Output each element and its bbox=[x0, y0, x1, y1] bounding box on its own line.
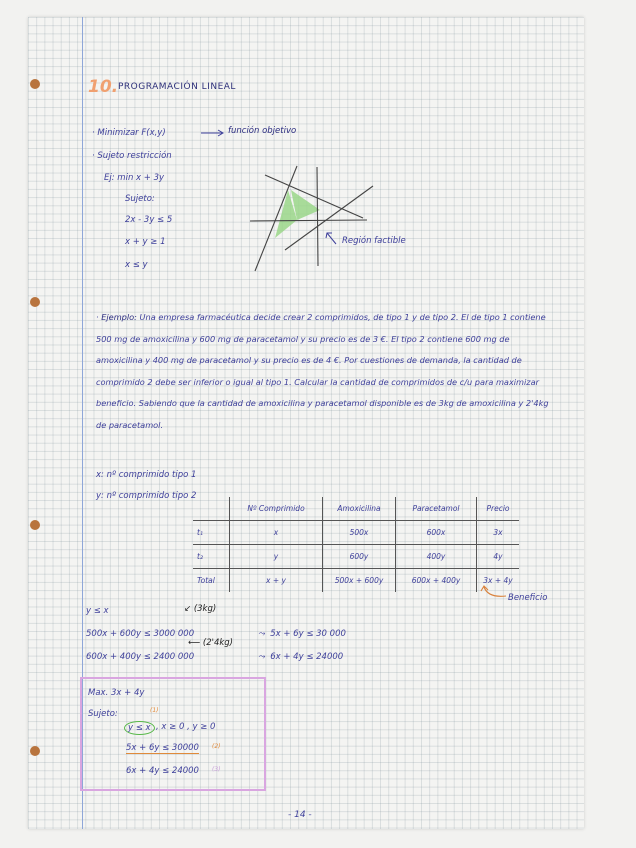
intro-line-2: · Sujeto restricción bbox=[92, 151, 172, 161]
row-label: t₁ bbox=[193, 521, 230, 545]
table-row bbox=[193, 545, 519, 569]
row-label: Total bbox=[193, 569, 230, 593]
col-header: Nº Comprimido bbox=[230, 497, 323, 521]
note-24kg: ⟵ (2'4kg) bbox=[188, 638, 233, 648]
note-3kg: ↙ (3kg) bbox=[184, 604, 217, 614]
work-line-1: y ≤ x bbox=[86, 606, 109, 616]
table-cell: 400y bbox=[396, 545, 477, 569]
arrow-up-left-icon bbox=[324, 230, 338, 246]
constraint-3: x ≤ y bbox=[125, 260, 148, 270]
marker-1: (1) bbox=[150, 707, 159, 714]
model-constraint-2: 5x + 6y ≤ 30000 bbox=[126, 743, 199, 753]
table-cell: 600y bbox=[323, 545, 396, 569]
model-constraint-1a: y ≤ x bbox=[124, 721, 155, 735]
table-header-row bbox=[193, 497, 519, 521]
binder-hole bbox=[30, 746, 40, 756]
feasible-region-sketch bbox=[245, 162, 380, 272]
simplified-2: ⤳ 6x + 4y ≤ 24000 bbox=[258, 652, 344, 662]
table-row bbox=[193, 521, 519, 545]
section-title: PROGRAMACIÓN LINEAL bbox=[118, 82, 236, 92]
marker-3: (3) bbox=[212, 766, 221, 773]
binder-hole bbox=[30, 79, 40, 89]
simplified-1: ⤳ 5x + 6y ≤ 30 000 bbox=[258, 629, 346, 639]
col-header: Amoxicilina bbox=[323, 497, 396, 521]
example-label: Ejemplo: bbox=[101, 312, 137, 322]
beneficio-label: Beneficio bbox=[508, 593, 548, 603]
col-header: Precio bbox=[477, 497, 520, 521]
table-cell: 3x bbox=[477, 521, 520, 545]
example-text: Una empresa farmacéutica decide crear 2 comprimidos, de tipo 1 y de tipo 2. El de tipo 1 contiene 500 mg de amoxicilina y 600 mg de paracetamol y su precio es de 3 €. El tipo 2 contiene 600 mg de amoxicilina y 400 mg de paracetamol y su precio es de 4 €. Por cuestiones de demanda, la cantidad de comprimido 2 debe ser inferior o igual al tipo 1. Calcular la cantidad de comprimidos de c/u para maximizar beneficio. Sabiendo que la cantidad de amoxicilina y paracetamol disponible es de 3kg de amoxicilina y 2'4kg de paracetamol. bbox=[96, 312, 549, 430]
model-constraint-1b: , x ≥ 0 , y ≥ 0 bbox=[156, 722, 216, 732]
constraint-header: Sujeto: bbox=[125, 194, 155, 204]
region-label: Región factible bbox=[342, 236, 406, 246]
curved-arrow-icon bbox=[478, 584, 508, 600]
section-number: 10. bbox=[88, 77, 119, 97]
table-cell: 3x + 4y bbox=[477, 569, 520, 593]
table-cell: 500x + 600y bbox=[323, 569, 396, 593]
page-number: - 14 - bbox=[288, 810, 312, 820]
arrow-right-icon bbox=[200, 128, 226, 138]
col-header: Paracetamol bbox=[396, 497, 477, 521]
table-cell: 500x bbox=[323, 521, 396, 545]
example-paragraph: · Ejemplo: Una empresa farmacéutica decide crear 2 comprimidos, de tipo 1 y de tipo 2. El de tipo 1 contiene 500 mg de amoxicilina y 600 mg de paracetamol y su precio es de 3 €. El tipo 2 contiene 600 mg de amoxicilina y 400 mg de paracetamol y su precio es de 4 €. Por cuestiones de demanda, la cantidad de comprimido 2 debe ser inferior o igual al tipo 1. Calcular la cantidad de comprimidos de c/u para maximizar beneficio. Sabiendo que la cantidad de amoxicilina y paracetamol disponible es de 3kg de amoxicilina y 2'4kg de paracetamol. bbox=[96, 312, 549, 430]
work-line-3: 600x + 400y ≤ 2400 000 bbox=[86, 652, 195, 662]
constraint-2: x + y ≥ 1 bbox=[125, 237, 166, 247]
binder-hole bbox=[30, 297, 40, 307]
table-cell: 600x bbox=[396, 521, 477, 545]
intro-line-1: · Minimizar F(x,y) bbox=[92, 128, 166, 138]
table-cell: 4y bbox=[477, 545, 520, 569]
variable-x: x: nº comprimido tipo 1 bbox=[96, 470, 197, 480]
row-label: t₂ bbox=[193, 545, 230, 569]
model-objective: Max. 3x + 4y bbox=[88, 688, 145, 698]
table-cell: 600x + 400y bbox=[396, 569, 477, 593]
table-cell: y bbox=[230, 545, 323, 569]
binder-hole bbox=[30, 520, 40, 530]
table-cell: x bbox=[230, 521, 323, 545]
table-cell: x + y bbox=[230, 569, 323, 593]
constraint-1: 2x - 3y ≤ 5 bbox=[125, 215, 173, 225]
model-sujeto: Sujeto: bbox=[88, 709, 118, 719]
data-table bbox=[193, 497, 519, 592]
variable-y: y: nº comprimido tipo 2 bbox=[96, 491, 197, 501]
objective-label: función objetivo bbox=[228, 126, 297, 136]
marker-2: (2) bbox=[212, 743, 221, 750]
table-row bbox=[193, 569, 519, 593]
example-objective: Ej: min x + 3y bbox=[104, 173, 165, 183]
model-constraint-3: 6x + 4y ≤ 24000 bbox=[126, 766, 199, 776]
work-line-2: 500x + 600y ≤ 3000 000 bbox=[86, 629, 195, 639]
